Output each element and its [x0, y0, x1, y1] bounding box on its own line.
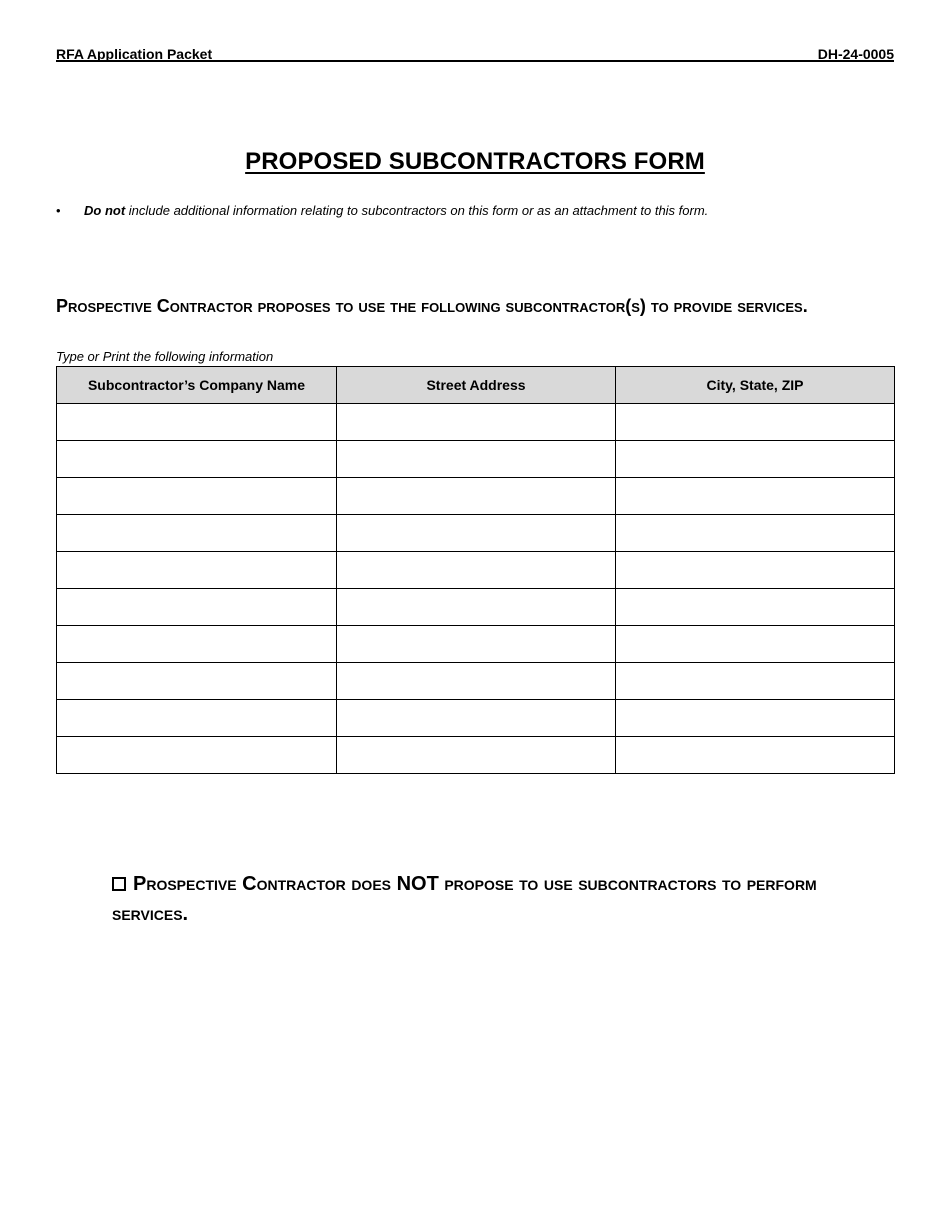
company-name-cell[interactable]	[57, 478, 337, 515]
city-state-zip-cell[interactable]	[616, 552, 895, 589]
city-state-zip-cell[interactable]	[616, 626, 895, 663]
optout-text-after: propose to use subcontractors to perform services.	[112, 873, 817, 925]
company-name-cell[interactable]	[57, 552, 337, 589]
column-header-street-address: Street Address	[337, 367, 616, 404]
street-address-cell[interactable]	[337, 404, 616, 441]
city-state-zip-cell[interactable]	[616, 404, 895, 441]
document-number: DH-24-0005	[817, 46, 894, 62]
company-name-cell[interactable]	[57, 737, 337, 774]
street-address-cell[interactable]	[337, 515, 616, 552]
street-address-cell[interactable]	[337, 589, 616, 626]
table-row	[57, 478, 895, 515]
optout-text-before: Prospective Contractor does	[133, 873, 397, 895]
bullet-rest: include additional information relating to subcontractors on this form or as an attachment to this form.	[125, 203, 709, 218]
table-row	[57, 515, 895, 552]
table-row	[57, 700, 895, 737]
street-address-cell[interactable]	[337, 552, 616, 589]
bullet-text	[84, 203, 708, 219]
table-header-row	[57, 367, 895, 404]
city-state-zip-cell[interactable]	[616, 478, 895, 515]
table-instruction: Type or Print the following information	[56, 349, 274, 364]
company-name-cell[interactable]	[57, 515, 337, 552]
page-header	[56, 44, 894, 62]
company-name-cell[interactable]	[57, 626, 337, 663]
company-name-cell[interactable]	[57, 700, 337, 737]
table-row	[57, 441, 895, 478]
column-header-city-state-zip: City, State, ZIP	[616, 367, 895, 404]
table-row	[57, 737, 895, 774]
table-row	[57, 663, 895, 700]
no-subcontractors-checkbox[interactable]	[112, 877, 126, 891]
form-title: PROPOSED SUBCONTRACTORS FORM	[245, 148, 705, 175]
no-subcontractors-option	[112, 869, 882, 929]
table-row	[57, 404, 895, 441]
street-address-cell[interactable]	[337, 441, 616, 478]
company-name-cell[interactable]	[57, 663, 337, 700]
street-address-cell[interactable]	[337, 478, 616, 515]
street-address-cell[interactable]	[337, 626, 616, 663]
company-name-cell[interactable]	[57, 441, 337, 478]
packet-name: RFA Application Packet	[56, 46, 213, 62]
city-state-zip-cell[interactable]	[616, 589, 895, 626]
city-state-zip-cell[interactable]	[616, 441, 895, 478]
bullet-emphasis: Do not	[84, 203, 126, 218]
column-header-company-name: Subcontractor’s Company Name	[57, 367, 337, 404]
optout-not-emphasis: NOT	[396, 873, 439, 895]
city-state-zip-cell[interactable]	[616, 700, 895, 737]
street-address-cell[interactable]	[337, 737, 616, 774]
street-address-cell[interactable]	[337, 663, 616, 700]
proposal-statement: Prospective Contractor proposes to use the following subcontractor(s) to provide services.	[56, 296, 808, 316]
table-row	[57, 626, 895, 663]
street-address-cell[interactable]	[337, 700, 616, 737]
table-row	[57, 589, 895, 626]
table-row	[57, 552, 895, 589]
company-name-cell[interactable]	[57, 589, 337, 626]
company-name-cell[interactable]	[57, 404, 337, 441]
subcontractors-table	[56, 366, 895, 774]
city-state-zip-cell[interactable]	[616, 515, 895, 552]
bullet-icon: •	[56, 203, 61, 218]
city-state-zip-cell[interactable]	[616, 737, 895, 774]
city-state-zip-cell[interactable]	[616, 663, 895, 700]
